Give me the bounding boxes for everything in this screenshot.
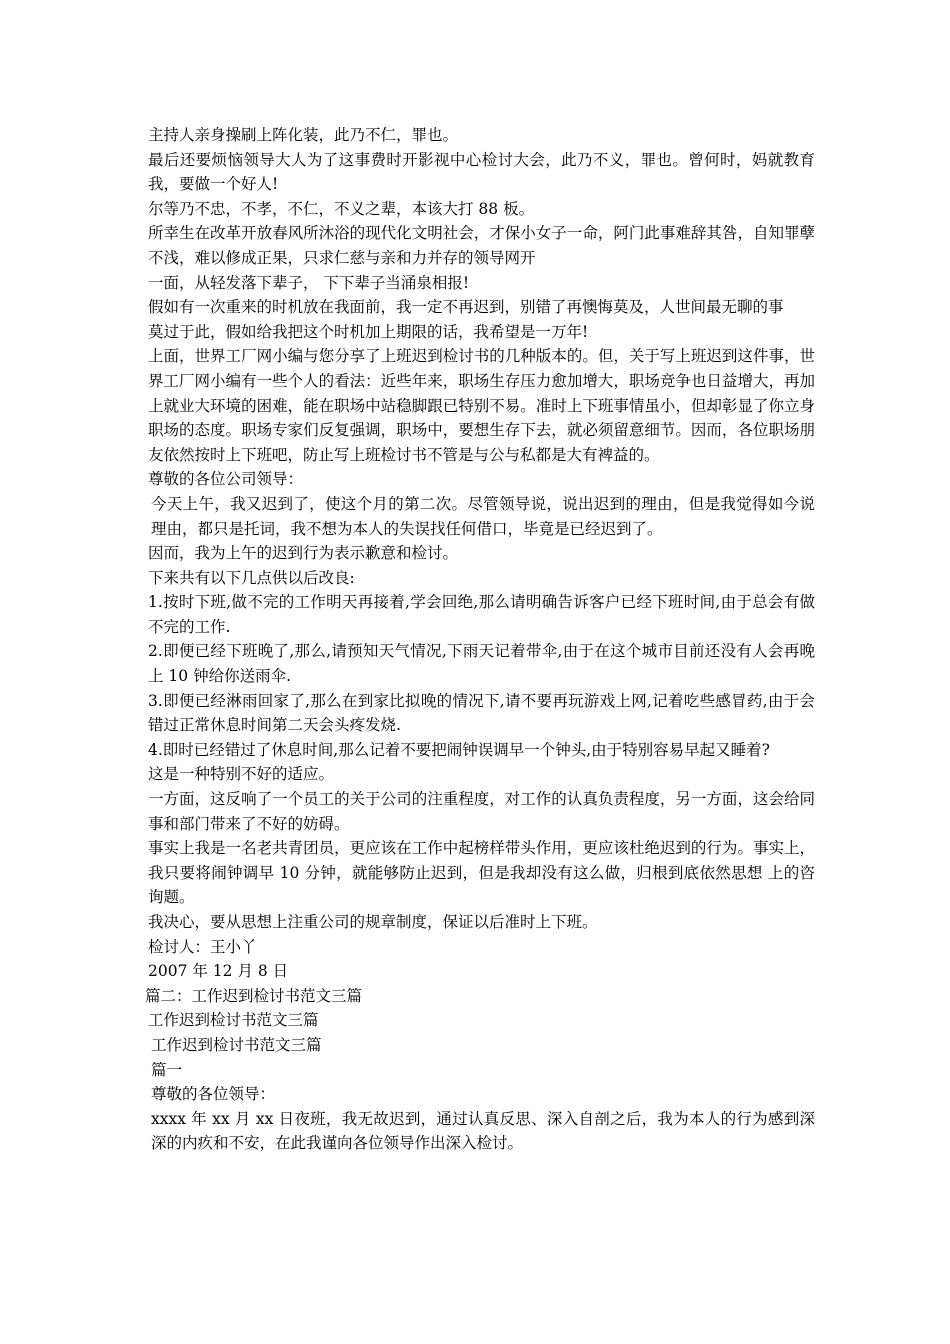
list-item: 2.即便已经下班晚了,那么,请预知天气情况,下雨天记着带伞,由于在这个城市目前还没有人会再晚上 10 钟给你送雨伞. xyxy=(148,642,815,686)
sub-heading: 工作迟到检讨书范文三篇 xyxy=(148,1011,319,1030)
sub-heading: 工作迟到检讨书范文三篇 xyxy=(151,1035,322,1054)
paragraph: 一方面，这反响了一个员工的关于公司的注重程度，对工作的认真负责程度，另一方面，这会给同事和部门带来了不好的妨碍。 xyxy=(148,790,815,833)
list-item: 4.即时已经错过了休息时间,那么记着不要把闹钟误调早一个钟头,由于特别容易早起又睡着? xyxy=(148,740,770,759)
paragraph: 尊敬的各位公司领导： xyxy=(148,470,304,489)
paragraph: 尔等乃不忠，不孝，不仁，不义之辈，本该大打 88 板。 xyxy=(148,199,535,218)
paragraph: 因而，我为上午的迟到行为表示歉意和检讨。 xyxy=(148,544,459,563)
paragraph: 今天上午，我又迟到了，使这个月的第二次。尽管领导说，说出迟到的理由，但是我觉得如今说理由，都只是托词，我不想为本人的失误找任何借口，毕竟是已经迟到了。 xyxy=(151,494,815,538)
salutation: 尊敬的各位领导： xyxy=(151,1085,276,1104)
document-body xyxy=(145,123,815,1156)
signature-line: 检讨人：王小丫 xyxy=(148,937,257,956)
paragraph: 我决心，要从思想上注重公司的规章制度，保证以后准时上下班。 xyxy=(148,913,598,931)
section-heading: 篇二：工作迟到检讨书范文三篇 xyxy=(145,986,363,1005)
paragraph: 上面，世界工厂网小编与您分享了上班迟到检讨书的几种版本的。但，关于写上班迟到这件事，世界工厂网小编有一些个人的看法：近些年来，职场生存压力愈加增大，职场竞争也日益增大，再加上就业大环境的困难，能在职场中站稳脚跟已特别不易。准时上下班事情虽小，但却彰显了你立身职场的态度。职场专家们反复强调，职场中，要想生存下去，就必须留意细节。因而，各位职场朋友依然按时上下班吧，防止写上班检讨书不管是与公与私都是大有裨益的。 xyxy=(148,347,815,464)
sub-heading: 篇一 xyxy=(151,1060,183,1079)
paragraph: 莫过于此，假如给我把这个时机加上期限的话，我希望是一万年! xyxy=(148,322,589,341)
paragraph: 主持人亲身操刷上阵化装，此乃不仁，罪也。 xyxy=(148,126,459,144)
paragraph: 这是一种特别不好的适应。 xyxy=(148,765,335,784)
paragraph: 一面，从轻发落下辈子， 下下辈子当涌泉相报! xyxy=(148,273,470,292)
paragraph: 最后还要烦恼领导大人为了这事费时开影视中心检讨大会，此乃不义，罪也。曾何时，妈就教育我，要做一个好人! xyxy=(148,150,815,194)
list-item: 3.即便已经淋雨回家了,那么在到家比拟晚的情况下,请不要再玩游戏上网,记着吃些感冒药,由于会错过正常休息时间第二天会头疼发烧. xyxy=(148,691,815,735)
date-line: 2007 年 12 月 8 日 xyxy=(148,962,289,981)
paragraph: 事实上我是一名老共青团员，更应该在工作中起榜样带头作用，更应该杜绝迟到的行为。事实上，我只要将闹钟调早 10 分钟，就能够防止迟到，但是我却没有这么做，归根到底依然思想 上的咨询题。 xyxy=(148,839,815,907)
paragraph: 所幸生在改革开放春风所沐浴的现代化文明社会，才保小女子一命，阿门此事难辞其咎，自知罪孽不浅，难以修成正果，只求仁慈与亲和力并存的领导网开 xyxy=(148,224,815,267)
list-item: 1.按时下班,做不完的工作明天再接着,学会回绝,那么请明确告诉客户已经下班时间,由于总会有做不完的工作. xyxy=(148,593,815,636)
paragraph: 假如有一次重来的时机放在我面前，我一定不再迟到，别错了再懊悔莫及，人世间最无聊的事 xyxy=(148,298,784,317)
paragraph: xxxx 年 xx 月 xx 日夜班，我无故迟到，通过认真反思、深入自剖之后，我为本人的行为感到深深的内疚和不安，在此我谨向各位领导作出深入检讨。 xyxy=(151,1109,815,1153)
paragraph: 下来共有以下几点供以后改良: xyxy=(148,568,355,587)
